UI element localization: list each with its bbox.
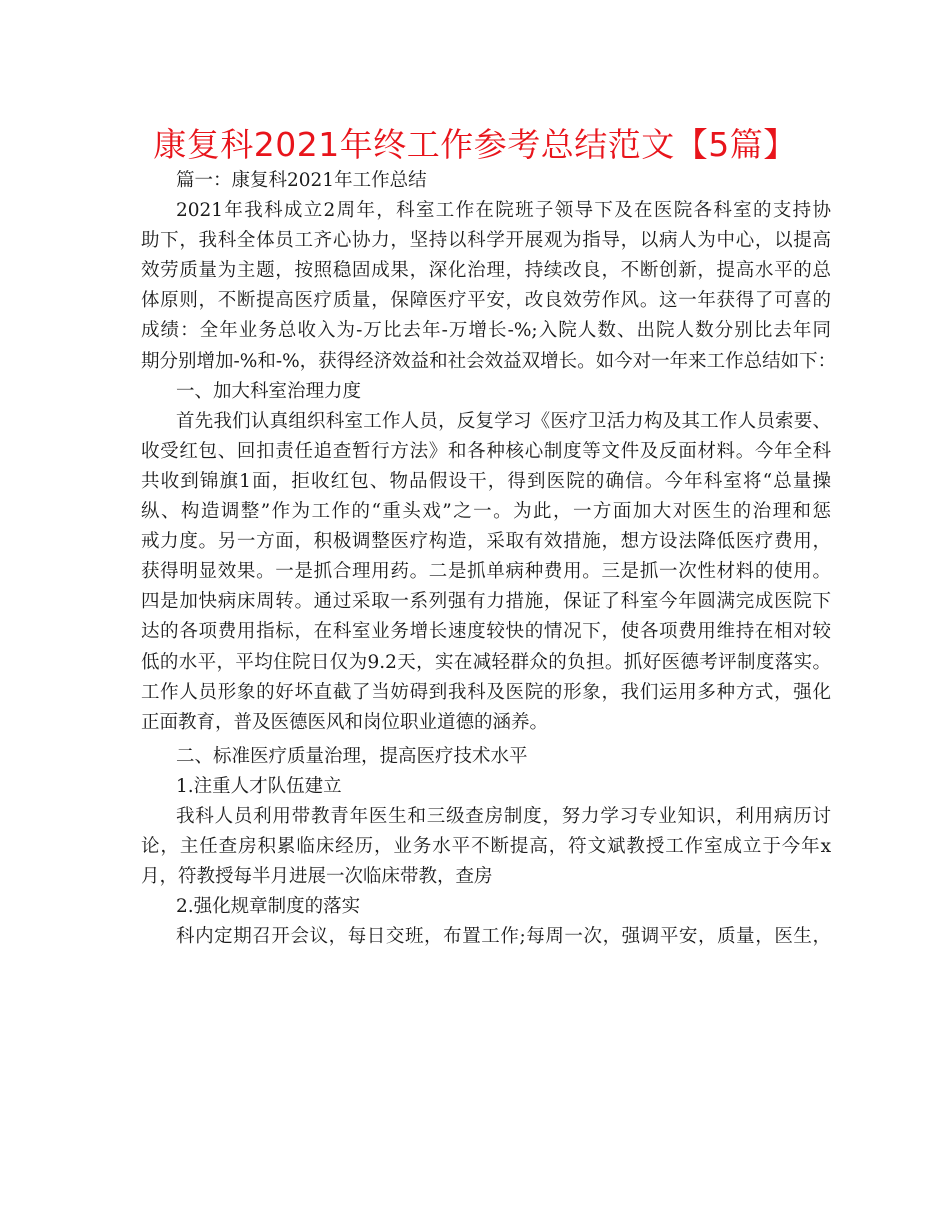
text-line: 低的水平，平均住院日仅为9.2天，实在减轻群众的负担。抓好医德考评制度落实。 [141, 651, 831, 673]
text-line: 我科人员利用带教青年医生和三级查房制度，努力学习专业知识，利用病历讨 [176, 805, 831, 827]
text-line: 1.注重人才队伍建立 [176, 775, 342, 797]
text-line: 工作人员形象的好坏直截了当妨碍到我科及医院的形象，我们运用多种方式，强化 [141, 681, 831, 703]
document-title: 康复科2021年终工作参考总结范文【5篇】 [153, 125, 797, 164]
text-line: 2.强化规章制度的落实 [176, 896, 361, 918]
text-line: 正面教育，普及医德医风和岗位职业道德的涵养。 [141, 711, 549, 733]
text-line: 收受红包、回扣责任追查暂行方法》和各种核心制度等文件及反面材料。今年全科 [141, 440, 831, 462]
document-body [141, 166, 837, 952]
text-line: 达的各项费用指标，在科室业务增长速度较快的情况下，使各项费用维持在相对较 [141, 621, 831, 643]
text-line: 首先我们认真组织科室工作人员，反复学习《医疗卫活力构及其工作人员索要、 [176, 410, 831, 432]
text-line: 效劳质量为主题，按照稳固成果，深化治理，持续改良，不断创新，提高水平的总 [141, 260, 831, 282]
text-line: 2021年我科成立2周年，科室工作在院班子领导下及在医院各科室的支持协 [176, 200, 831, 222]
text-line: 助下，我科全体员工齐心协力，坚持以科学开展观为指导，以病人为中心，以提高 [141, 230, 831, 252]
text-line: 共收到锦旗1面，拒收红包、物品假设干，得到医院的确信。今年科室将“总量操 [141, 470, 831, 492]
text-line: 一、加大科室治理力度 [176, 380, 362, 402]
text-line: 月，符教授每半月进展一次临床带教，查房 [141, 866, 493, 888]
text-line: 纵、构造调整”作为工作的“重头戏”之一。为此，一方面加大对医生的治理和惩 [141, 501, 831, 523]
text-line: 科内定期召开会议，每日交班，布置工作;每周一次，强调平安，质量，医生， [176, 926, 831, 948]
text-line: 获得明显效果。一是抓合理用药。二是抓单病种费用。三是抓一次性材料的使用。 [141, 561, 831, 583]
text-line: 期分别增加-%和-%，获得经济效益和社会效益双增长。如今对一年来工作总结如下： [141, 350, 837, 372]
text-line: 四是加快病床周转。通过采取一系列强有力措施，保证了科室今年圆满完成医院下 [141, 591, 831, 613]
text-line: 体原则，不断提高医疗质量，保障医疗平安，改良效劳作风。这一年获得了可喜的 [141, 290, 831, 312]
text-line: 论，主任查房积累临床经历，业务水平不断提高，符文斌教授工作室成立于今年x [141, 836, 831, 858]
text-line: 二、标准医疗质量治理，提高医疗技术水平 [176, 745, 528, 767]
text-line: 篇一：康复科2021年工作总结 [176, 170, 427, 191]
text-line: 戒力度。另一方面，积极调整医疗构造，采取有效措施，想方设法降低医疗费用， [141, 531, 831, 553]
text-line: 成绩：全年业务总收入为-万比去年-万增长-%;入院人数、出院人数分别比去年同 [141, 320, 831, 342]
